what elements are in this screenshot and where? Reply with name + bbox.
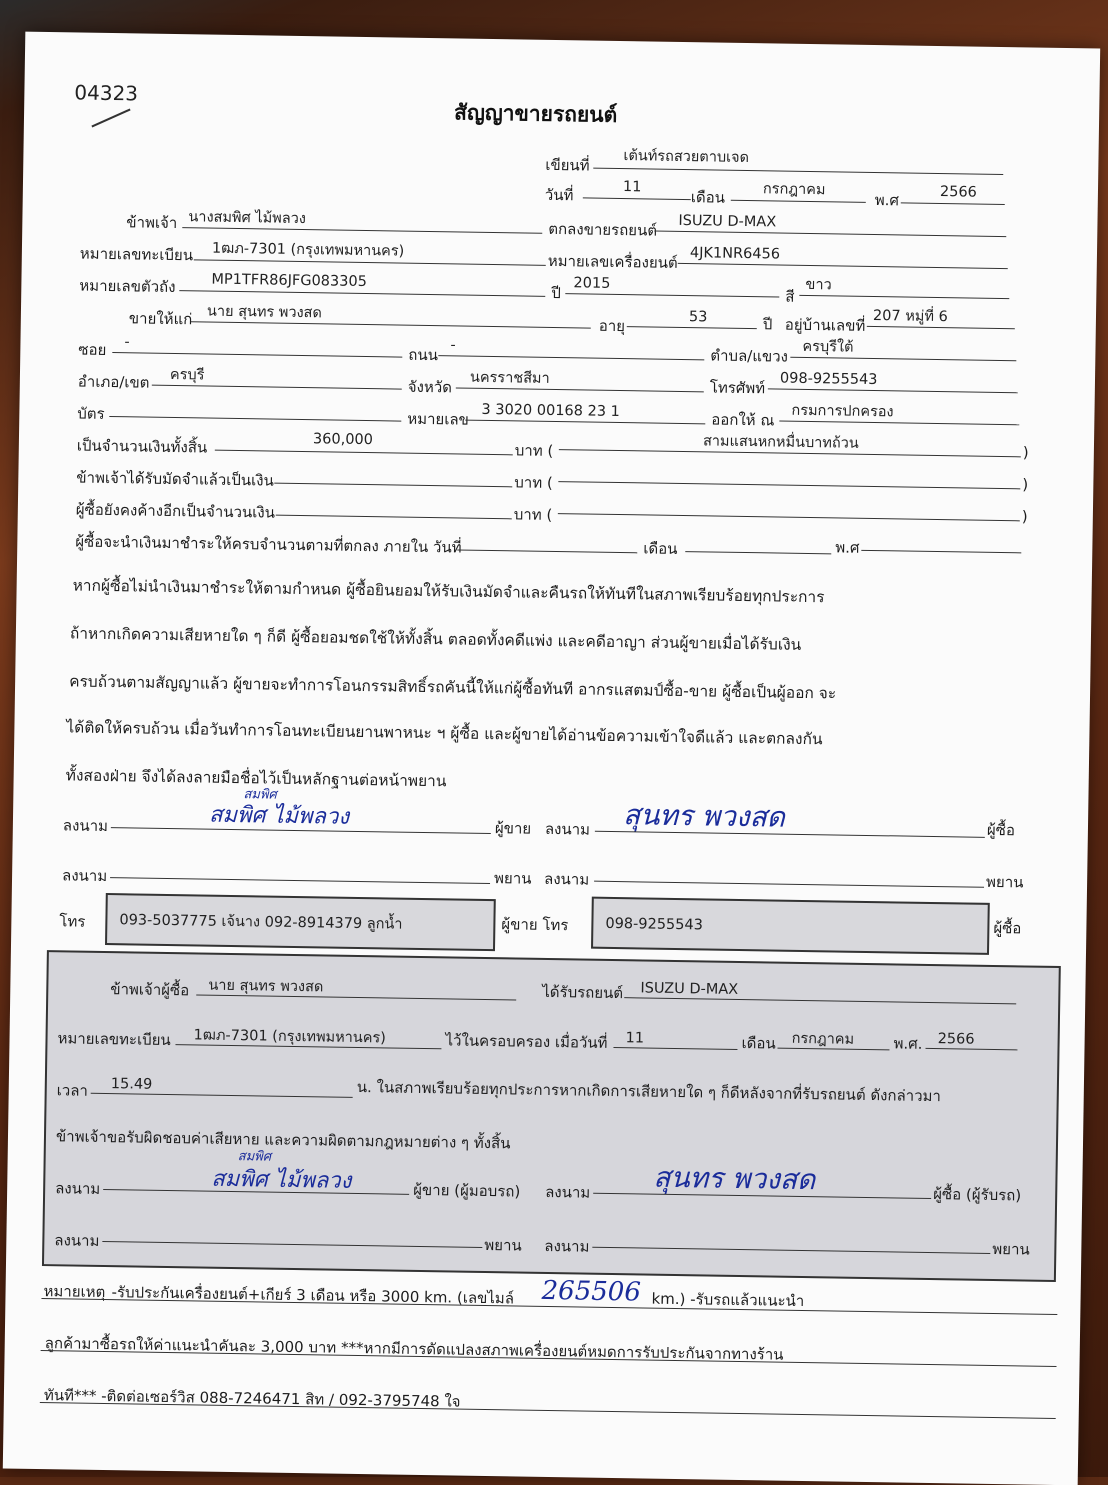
receipt-month-line: [777, 1048, 889, 1051]
remaining-line: [276, 515, 512, 520]
deposit-line: [274, 483, 512, 488]
receipt-year-label: พ.ศ.: [893, 1034, 923, 1053]
issued-label: ออกให้ ณ: [711, 410, 775, 430]
notes-underline-3: [40, 1402, 1056, 1419]
chassis-label: หมายเลขตัวถัง: [79, 276, 176, 297]
witness-line-1: [110, 877, 490, 884]
due-label: ผู้ซื้อจะนำเงินมาชำระให้ครบจำนวนตามที่ตกลง ภายใน วันที่: [75, 532, 462, 557]
terms-line-2: ถ้าหากเกิดความเสียหายใด ๆ ก็ดี ผู้ซื้อยอมชดใช้ให้ทั้งสิ้น ตลอดทั้งคดีแพ่ง และคดีอาญา ส่วนผู้ขายเมื่อได้รับเงิน: [69, 624, 802, 654]
terms-line-5: ทั้งสองฝ่าย จึงได้ลงลายมือชื่อไว้เป็นหลักฐานต่อหน้าพยาน: [65, 766, 447, 791]
receipt-plate-label: หมายเลขทะเบียน: [57, 1029, 171, 1050]
total-label: เป็นจำนวนเงินทั้งสิ้น: [76, 436, 208, 457]
agree-label: ตกลงขายรถยนต์: [548, 219, 658, 240]
notes-line-3: ทันที*** -ติดต่อเซอร์วิส 088-7246471 สิท / 092-3795748 ใจ: [43, 1386, 461, 1411]
day-value: 11: [622, 179, 642, 196]
soi-label: ซอย: [78, 340, 107, 359]
plate-label: หมายเลขทะเบียน: [79, 244, 194, 265]
receipt-year-line: [925, 1048, 1017, 1050]
day-line: [583, 197, 691, 200]
district-line: [152, 385, 402, 390]
model-year-label: ปี: [551, 283, 561, 303]
deposit-baht: บาท (: [514, 473, 553, 492]
seller-line: [182, 227, 542, 234]
model-year-value: 2015: [573, 275, 611, 292]
due-year-label: พ.ศ: [835, 538, 860, 557]
soi-value: -: [124, 334, 130, 351]
id-value: 3 3020 00168 23 1: [481, 401, 620, 421]
subdistrict-line: [790, 357, 1016, 362]
received-label: ได้รับรถยนต์: [542, 982, 624, 1003]
buyer-role: ผู้ซื้อ: [986, 820, 1016, 840]
receipt-buyer-label: ข้าพเจ้าผู้ซื้อ: [110, 980, 190, 1000]
receipt-witness-role-2: พยาน: [992, 1239, 1030, 1259]
receipt-witness-role-1: พยาน: [484, 1236, 522, 1255]
engine-line: [678, 263, 1008, 269]
notes-line-1a: -รับประกันเครื่องยนต์+เกียร์ 3 เดือน หรือ 3000 km. (เลขไมล์: [111, 1283, 515, 1308]
remaining-label: ผู้ซื้อยังคงค้างอีกเป็นจำนวนเงิน: [75, 500, 276, 522]
engine-value: 4JK1NR6456: [689, 245, 781, 263]
phone-line: [768, 388, 1018, 393]
receipt-seller-role: ผู้ขาย (ผู้มอบรถ): [413, 1180, 521, 1201]
seller-phone: 093-5037775 เจ้นาง 092-8914379 ลูกน้ำ: [119, 912, 403, 933]
witness-sign-label: ลงนาม: [61, 866, 108, 886]
receipt-seller-signature: สมพิศ ไม้พลวง: [211, 1166, 352, 1194]
year-value: 2566: [939, 184, 977, 201]
age-unit: ปี: [762, 315, 773, 334]
color-label: สี: [785, 287, 795, 306]
buyer-phone-box: [591, 897, 990, 955]
road-value: -: [450, 337, 456, 354]
receipt-seller-signature-small: สมพิศ: [237, 1149, 272, 1165]
notes-line-2: ลูกค้ามาซื้อรถให้ค่าแนะนำคันละ 3,000 บาท ***หากมีการดัดแปลงสภาพเครื่องยนต์หมดการรับประกันจากทางร้าน: [44, 1334, 784, 1364]
notes-label: หมายเหตุ: [43, 1282, 106, 1302]
issued-value: กรมการปกครอง: [791, 402, 894, 421]
card-line: [109, 416, 401, 422]
district-value: ครบุรี: [169, 366, 205, 384]
received-car: ISUZU D-MAX: [640, 980, 739, 998]
received-car-line: [624, 997, 1016, 1004]
car-line: [654, 231, 1006, 238]
document-number: 04323: [74, 80, 139, 106]
pen-mark: [91, 109, 130, 128]
receipt-witness-label-2: ลงนาม: [544, 1236, 590, 1256]
receipt-month: กรกฎาคม: [791, 1030, 855, 1048]
remaining-words-line: [558, 513, 1020, 521]
seller-phone-label: ผู้ขาย โทร: [501, 915, 569, 935]
buyer-name: นาย สุนทร พวงสด: [206, 303, 323, 322]
possession-label: ไว้ในครอบครอง เมื่อวันที่: [445, 1031, 608, 1052]
subdistrict-label: ตำบล/แขวง: [710, 346, 789, 366]
total-value: 360,000: [312, 431, 374, 449]
receipt-witness-line-2: [592, 1247, 990, 1254]
receipt-day: 11: [625, 1030, 645, 1047]
chassis-value: MP1TFR86JFG083305: [211, 271, 368, 291]
year-line: [901, 202, 1005, 205]
chassis-line: [179, 290, 545, 297]
remaining-baht: บาท (: [513, 505, 553, 524]
receipt-buyer-line: [196, 994, 516, 1000]
month-line: [731, 200, 866, 203]
receipt-buyer-name: นาย สุนทร พวงสด: [208, 977, 324, 996]
soi-line: [112, 352, 402, 358]
card-label: บัตร: [77, 404, 105, 423]
due-day-line: [457, 549, 637, 553]
district-label: อำเภอ/เขต: [77, 372, 150, 392]
witness-role-2: พยาน: [985, 872, 1024, 892]
color-line: [799, 295, 1009, 299]
terms-line-3: ครบถ้วนตามสัญญาแล้ว ผู้ขายจะทำการโอนกรรมสิทธิ์รถคันนี้ให้แก่ผู้ซื้อทันที อากรแสตมป์ซื้อ-ขาย ผู้ซื้อเป็นผู้ออก จะ: [69, 672, 837, 703]
seller-phone-box: [105, 893, 496, 951]
phone-label: โทรศัพท์: [709, 378, 766, 398]
sign-label: ลงนาม: [62, 816, 109, 836]
written-at-value: เต้นท์รถสวยตาบเจด: [623, 148, 750, 167]
province-value: นครราชสีมา: [469, 369, 550, 387]
receipt-month-label: เดือน: [741, 1034, 776, 1053]
terms-line-4: ได้ติดให้ครบถ้วน เมื่อวันทำการโอนทะเบียนยานพาหนะ ฯ ผู้ซื้อ และผู้ขายได้อ่านข้อความเข้าใจดีแล้ว และตกลงกัน: [66, 718, 823, 749]
receipt-witness-line-1: [102, 1241, 482, 1248]
time-line: [91, 1093, 353, 1098]
engine-label: หมายเลขเครื่องยนต์: [547, 251, 678, 272]
seller-role: ผู้ขาย: [494, 819, 532, 838]
total-baht: บาท (: [514, 441, 554, 460]
year-label: พ.ศ: [874, 191, 900, 210]
buyer-name-line: [191, 321, 591, 328]
receipt-year: 2566: [937, 1031, 975, 1048]
buyer-phone-value: 098-9255543: [779, 370, 878, 389]
age-line: [627, 326, 757, 329]
province-line: [456, 387, 704, 392]
seller-label: ข้าพเจ้า: [126, 213, 178, 233]
buyer-phone-box-value: 098-9255543: [605, 915, 704, 934]
receipt-sign-label: ลงนาม: [55, 1179, 101, 1198]
province-label: จังหวัด: [407, 377, 453, 397]
car-value: ISUZU D-MAX: [678, 212, 777, 231]
receipt-plate: 1ฒภ-7301 (กรุงเทพมหานคร): [193, 1027, 387, 1047]
deposit-words-line: [558, 481, 1020, 489]
color-value: ขาว: [805, 276, 832, 294]
paren-close-3: ): [1021, 507, 1028, 526]
road-line: [438, 355, 704, 360]
time-label: เวลา: [56, 1081, 89, 1100]
plate-value: 1ฒภ-7301 (กรุงเทพมหานคร): [211, 240, 405, 260]
due-month-label: เดือน: [643, 539, 678, 558]
buyer-signature: สุนทร พวงสด: [622, 798, 786, 834]
plate-line: [194, 259, 546, 266]
month-value: กรกฎาคม: [762, 181, 826, 199]
id-label: หมายเลข: [407, 409, 470, 429]
age-value: 53: [688, 309, 708, 326]
sell-to-label: ขายให้แก่: [128, 309, 193, 329]
house-value: 207 หมู่ที่ 6: [872, 307, 948, 326]
house-line: [867, 326, 1015, 329]
seller-signature: สมพิศ ไม้พลวง: [208, 802, 350, 830]
seller-name: นางสมพิศ ไม้พลวง: [188, 209, 307, 228]
seller-signature-small: สมพิศ: [243, 787, 277, 803]
condition-text: น. ในสภาพเรียบร้อยทุกประการหากเกิดการเสียหายใด ๆ ก็ดีหลังจากที่รับรถยนต์ ดังกล่าวมา: [356, 1077, 942, 1106]
date-label: วันที่: [544, 185, 574, 205]
witness-role-1: พยาน: [493, 869, 532, 888]
paren-close-2: ): [1022, 475, 1029, 494]
issued-line: [779, 421, 1019, 426]
witness-line-2: [594, 881, 984, 888]
notes-line-1b: km.) -รับรถแล้วแนะนำ: [651, 1289, 805, 1311]
receipt-buyer-role: ผู้ซื้อ (ผู้รับรถ): [933, 1185, 1022, 1205]
total-words: สามแสนหกหมื่นบาทถ้วน: [702, 433, 859, 452]
receipt-day-line: [613, 1047, 737, 1050]
receipt-sign-label-2: ลงนาม: [545, 1182, 591, 1202]
written-at-line: [593, 168, 1003, 175]
month-label: เดือน: [690, 188, 726, 207]
due-year-line: [861, 550, 1021, 554]
terms-line-1: หากผู้ซื้อไม่นำเงินมาชำระให้ตามกำหนด ผู้ซื้อยินยอมให้รับเงินมัดจำและคืนรถให้ทันทีในสภาพเรียบร้อยทุกประการ: [72, 576, 825, 607]
receipt-buyer-signature: สุนทร พวงสด: [653, 1160, 816, 1197]
time-value: 15.49: [110, 1076, 153, 1093]
phone-row-label: โทร: [59, 912, 86, 931]
paren-close: ): [1022, 443, 1029, 462]
total-line: [215, 450, 513, 456]
page-title: สัญญาขายรถยนต์: [453, 100, 618, 127]
house-label: อยู่บ้านเลขที่: [784, 315, 866, 335]
road-label: ถนน: [408, 345, 439, 365]
model-year-line: [565, 293, 779, 297]
subdistrict-value: ครบุรีใต้: [802, 338, 854, 356]
receipt-witness-label: ลงนาม: [54, 1231, 100, 1250]
sign-label-2: ลงนาม: [544, 819, 591, 839]
buyer-phone-label: ผู้ซื้อ: [993, 918, 1022, 938]
written-at-label: เขียนที่: [545, 155, 590, 175]
witness-sign-label-2: ลงนาม: [543, 869, 590, 889]
liability-text: ข้าพเจ้าขอรับผิดชอบค่าเสียหาย และความผิดตามกฎหมายต่าง ๆ ทั้งสิ้น: [55, 1127, 511, 1153]
age-label: อายุ: [598, 316, 626, 336]
mileage-handwritten: 265506: [541, 1275, 642, 1308]
contract-paper: [3, 32, 1100, 1485]
deposit-label: ข้าพเจ้าได้รับมัดจำแล้วเป็นเงิน: [76, 468, 274, 490]
due-month-line: [685, 551, 831, 554]
vehicle-receipt-section: [42, 950, 1061, 1282]
